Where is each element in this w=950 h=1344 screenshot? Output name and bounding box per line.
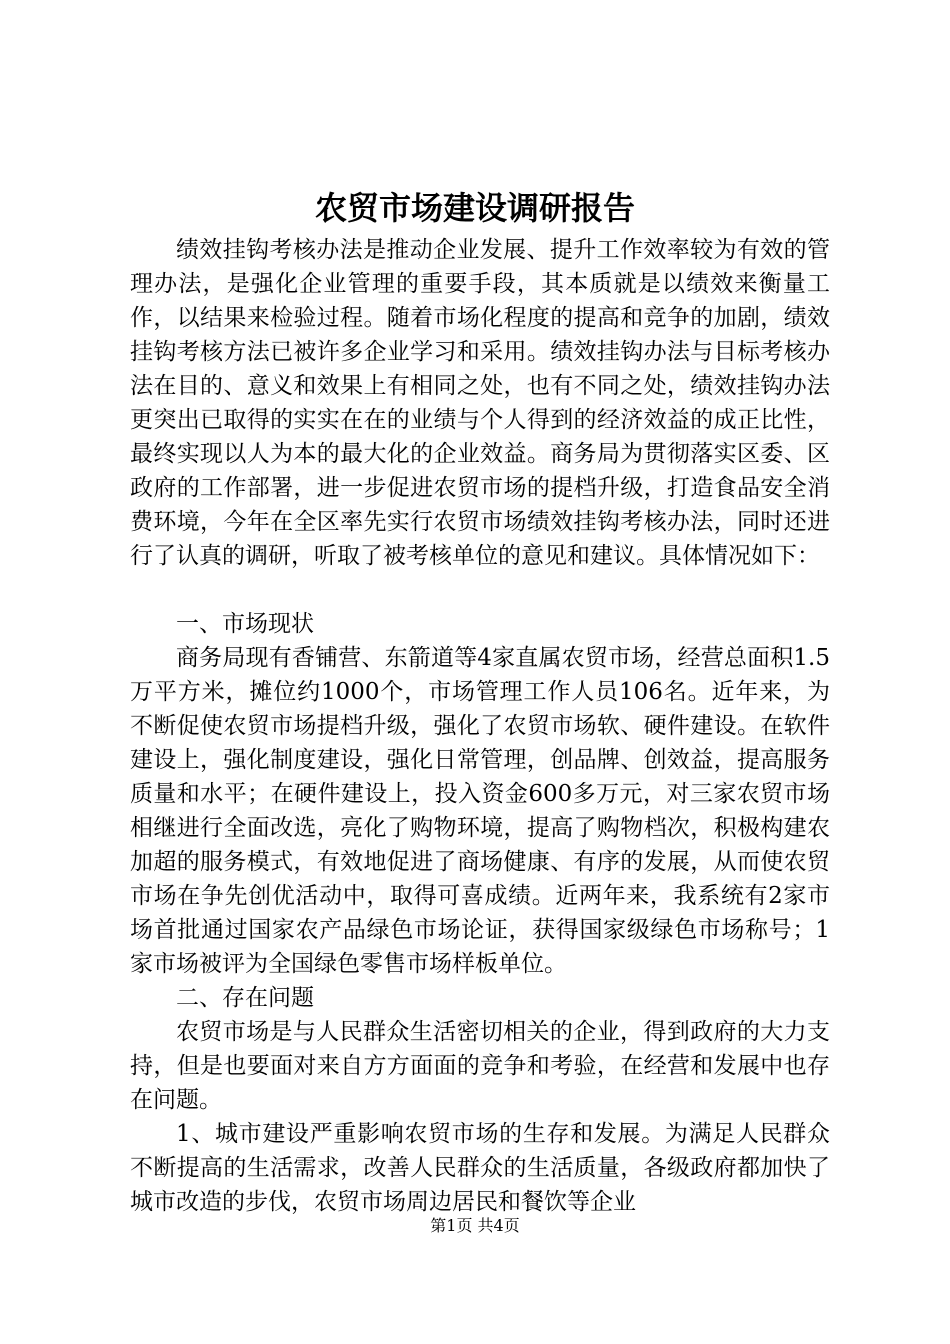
document-title: 农贸市场建设调研报告: [314, 189, 635, 227]
problems-paragraph: 农贸市场是与人民群众生活密切相关的企业，得到政府的大力支持，但是也要面对来自方方面面的竞争和考验，在经营和发展中也存在问题。: [130, 1019, 830, 1113]
section-heading-problems: 二、存在问题: [176, 985, 314, 1011]
market-status-paragraph: 商务局现有香铺营、东箭道等4家直属农贸市场，经营总面积1.5万平方米，摊位约1000个，市场管理工作人员106名。近年来，为不断促使农贸市场提档升级，强化了农贸市场软、硬件建设。在软件建设上，强化制度建设，强化日常管理，创品牌、创效益，提高服务质量和水平；在硬件建设上，投入资金600多万元，对三家农贸市场相继进行全面改选，亮化了购物环境，提高了购物档次，积极构建农加超的服务模式，有效地促进了商场健康、有序的发展，从而使农贸市场在争先创优活动中，取得可喜成绩。近两年来，我系统有2家市场首批通过国家农产品绿色市场论证，获得国家级绿色市场称号；1家市场被评为全国绿色零售市场样板单位。: [130, 645, 830, 977]
section-heading-market-status: 一、市场现状: [176, 611, 314, 637]
page-footer: 第1页 共4页: [430, 1216, 520, 1235]
paragraph-gap: [130, 573, 830, 607]
intro-paragraph: 绩效挂钩考核办法是推动企业发展、提升工作效率较为有效的管理办法，是强化企业管理的重要手段，其本质就是以绩效来衡量工作，以结果来检验过程。随着市场化程度的提高和竞争的加剧，绩效挂钩考核方法已被许多企业学习和采用。绩效挂钩办法与目标考核办法在目的、意义和效果上有相同之处，也有不同之处，绩效挂钩办法更突出已取得的实实在在的业绩与个人得到的经济效益的成正比性，最终实现以人为本的最大化的企业效益。商务局为贯彻落实区委、区政府的工作部署，进一步促进农贸市场的提档升级，打造食品安全消费环境，今年在全区率先实行农贸市场绩效挂钩考核办法，同时还进行了认真的调研，听取了被考核单位的意见和建议。具体情况如下：: [130, 237, 830, 569]
document-body: [130, 233, 830, 1219]
problem-item-1: 1、城市建设严重影响农贸市场的生存和发展。为满足人民群众不断提高的生活需求，改善人民群众的生活质量，各级政府都加快了城市改造的步伐，农贸市场周边居民和餐饮等企业: [130, 1121, 830, 1215]
